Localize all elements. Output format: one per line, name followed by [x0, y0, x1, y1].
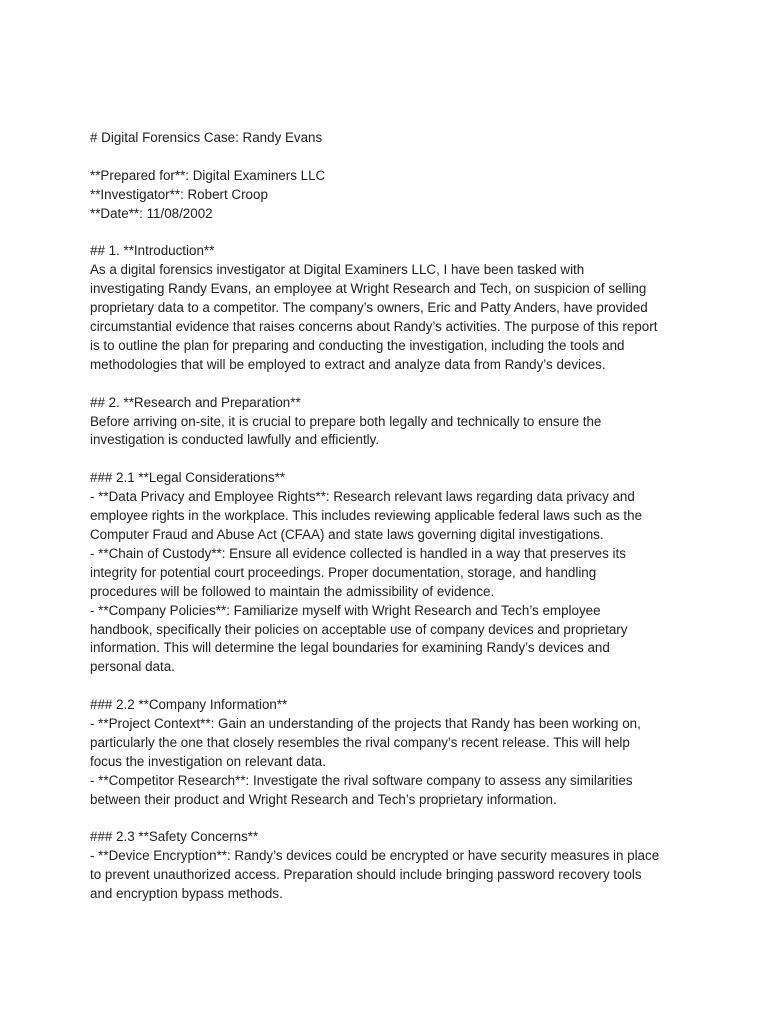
- date-line: **Date**: 11/08/2002: [90, 205, 213, 221]
- spacer: [90, 450, 690, 469]
- legal-line: personal data.: [90, 659, 175, 675]
- investigator-line: **Investigator**: Robert Croop: [90, 186, 268, 202]
- company-line: particularly the one that closely resembles the rival company’s recent release. This will help: [90, 734, 630, 750]
- document-title: # Digital Forensics Case: Randy Evans: [90, 130, 323, 145]
- spacer: [90, 375, 690, 394]
- legal-line: - **Data Privacy and Employee Rights**: Research relevant laws regarding data privacy and: [90, 489, 635, 505]
- intro-line: proprietary data to a competitor. The company’s owners, Eric and Patty Anders, have provided: [90, 300, 648, 316]
- legal-line: - **Company Policies**: Familiarize myself with Wright Research and Tech’s employee: [90, 602, 601, 618]
- intro-line: circumstantial evidence that raises concerns about Randy’s activities. The purpose of this report: [90, 319, 658, 335]
- intro-line: investigating Randy Evans, an employee at Wright Research and Tech, on suspicion of selling: [90, 281, 647, 297]
- legal-line: employee rights in the workplace. This includes reviewing applicable federal laws such as the: [90, 508, 643, 524]
- legal-line: procedures will be followed to maintain the admissibility of evidence.: [90, 583, 495, 599]
- legal-line: integrity for potential court proceedings. Proper documentation, storage, and handling: [90, 564, 597, 580]
- spacer: [90, 677, 690, 696]
- spacer: [90, 148, 690, 167]
- safety-heading: ### 2.3 **Safety Concerns**: [90, 829, 259, 845]
- safety-line: and encryption bypass methods.: [90, 886, 283, 902]
- legal-line: information. This will determine the legal boundaries for examining Randy’s devices and: [90, 640, 610, 656]
- legal-line: Computer Fraud and Abuse Act (CFAA) and state laws governing digital investigations.: [90, 526, 604, 542]
- intro-line: is to outline the plan for preparing and conducting the investigation, including the tools and: [90, 337, 625, 353]
- legal-heading: ### 2.1 **Legal Considerations**: [90, 470, 286, 486]
- legal-line: - **Chain of Custody**: Ensure all evidence collected is handled in a way that preserves its: [90, 545, 626, 561]
- spacer: [90, 224, 690, 243]
- company-line: between their product and Wright Research and Tech’s proprietary information.: [90, 791, 557, 807]
- intro-line: methodologies that will be employed to extract and analyze data from Randy’s devices.: [90, 356, 606, 372]
- intro-heading: ## 1. **Introduction**: [90, 243, 215, 259]
- research-line: investigation is conducted lawfully and efficiently.: [90, 432, 380, 448]
- spacer: [90, 810, 690, 829]
- research-heading: ## 2. **Research and Preparation**: [90, 394, 301, 410]
- safety-line: to prevent unauthorized access. Preparation should include bringing password recovery tools: [90, 867, 642, 883]
- company-line: - **Project Context**: Gain an understanding of the projects that Randy has been working on,: [90, 716, 641, 732]
- safety-line: - **Device Encryption**: Randy’s devices could be encrypted or have security measures in place: [90, 848, 660, 864]
- research-line: Before arriving on-site, it is crucial to prepare both legally and technically to ensure the: [90, 413, 602, 429]
- legal-line: handbook, specifically their policies on acceptable use of company devices and proprietary: [90, 621, 628, 637]
- company-line: - **Competitor Research**: Investigate the rival software company to assess any similarities: [90, 772, 633, 788]
- document-page: [90, 129, 690, 904]
- company-heading: ### 2.2 **Company Information**: [90, 697, 288, 713]
- prepared-for-line: **Prepared for**: Digital Examiners LLC: [90, 167, 326, 183]
- company-line: focus the investigation on relevant data.: [90, 753, 326, 769]
- intro-line: As a digital forensics investigator at Digital Examiners LLC, I have been tasked with: [90, 262, 585, 278]
